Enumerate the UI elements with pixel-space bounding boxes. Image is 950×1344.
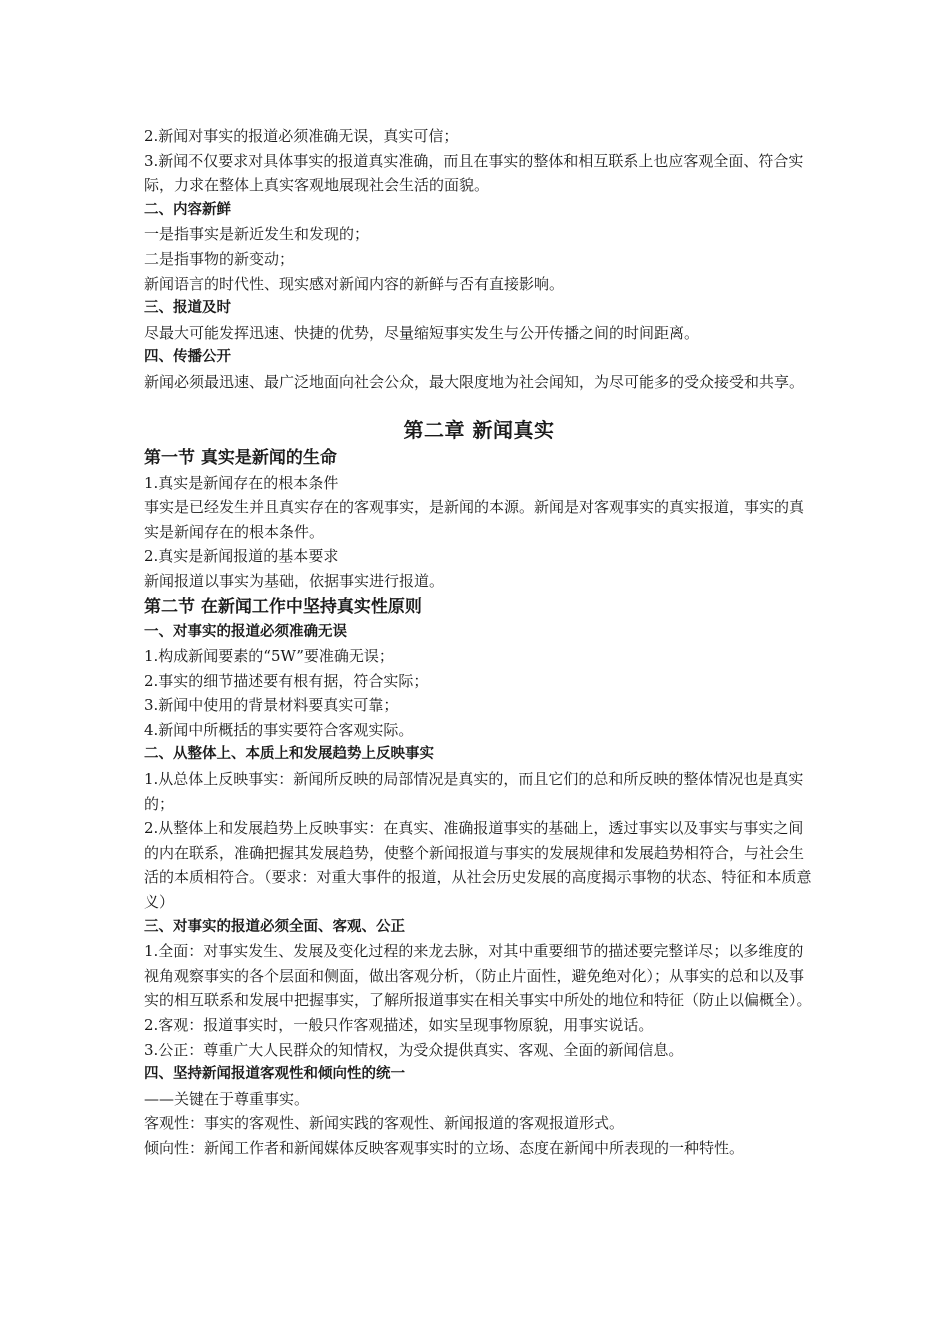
paragraph: 一是指事实是新近发生和发现的； bbox=[144, 225, 370, 244]
paragraph: 1.全面：对事实发生、发展及变化过程的来龙去脉，对其中重要细节的描述要完整详尽；以多维度的视角观察事实的各个层面和侧面，做出客观分析，（防止片面性，避免绝对化）；从事实的总和以及事实的相互联系和发展中把握事实，了解所报道事实在相关事实中所处的地位和特征（防止以偏概全）。 bbox=[144, 942, 812, 1010]
paragraph: 新闻报道以事实为基础，依据事实进行报道。 bbox=[144, 571, 445, 590]
paragraph: 2.从整体上和发展趋势上反映事实：在真实、准确报道事实的基础上，透过事实以及事实与事实之间的内在联系，准确把握其发展趋势，使整个新闻报道与事实的发展规律和发展趋势相符合，与社会生活的本质相符合。（要求：对重大事件的报道，从社会历史发展的高度揭示事物的状态、特征和本质意义） bbox=[144, 819, 812, 912]
paragraph: 2.事实的细节描述要有根有据，符合实际； bbox=[144, 671, 429, 690]
chapter-title: 第二章 新闻真实 bbox=[403, 417, 555, 442]
subheading: 三、报道及时 bbox=[144, 300, 231, 317]
paragraph: 3.新闻中使用的背景材料要真实可靠； bbox=[144, 696, 399, 715]
document-page bbox=[144, 124, 814, 1161]
section-heading: 第一节 真实是新闻的生命 bbox=[144, 447, 337, 468]
section-heading: 第二节 在新闻工作中坚持真实性原则 bbox=[144, 596, 422, 617]
paragraph: 1.从总体上反映事实：新闻所反映的局部情况是真实的，而且它们的总和所反映的整体情况也是真实的； bbox=[144, 770, 804, 813]
paragraph: 3.新闻不仅要求对具体事实的报道真实准确，而且在事实的整体和相互联系上也应客观全面、符合实际，力求在整体上真实客观地展现社会生活的面貌。 bbox=[144, 151, 804, 195]
subheading: 二、内容新鲜 bbox=[144, 201, 231, 218]
paragraph: 2.真实是新闻报道的基本要求 bbox=[144, 547, 339, 566]
subheading: 四、坚持新闻报道客观性和倾向性的统一 bbox=[144, 1066, 405, 1083]
paragraph: 新闻必须最迅速、最广泛地面向社会公众，最大限度地为社会闻知，为尽可能多的受众接受和共享。 bbox=[144, 372, 805, 391]
paragraph: 3.公正：尊重广大人民群众的知情权，为受众提供真实、客观、全面的新闻信息。 bbox=[144, 1040, 684, 1059]
paragraph: 倾向性：新闻工作者和新闻媒体反映客观事实时的立场、态度在新闻中所表现的一种特性。 bbox=[144, 1138, 745, 1157]
paragraph: 1.构成新闻要素的“5W”要准确无误； bbox=[144, 647, 394, 666]
paragraph: 1.真实是新闻存在的根本条件 bbox=[144, 473, 339, 492]
paragraph: 事实是已经发生并且真实存在的客观事实，是新闻的本源。新闻是对客观事实的真实报道，事实的真实是新闻存在的根本条件。 bbox=[144, 498, 805, 541]
paragraph: 2.客观：报道事实时，一般只作客观描述，如实呈现事物原貌，用事实说话。 bbox=[144, 1016, 654, 1034]
paragraph: 客观性：事实的客观性、新闻实践的客观性、新闻报道的客观报道形式。 bbox=[144, 1114, 625, 1133]
paragraph: 二是指事物的新变动； bbox=[144, 249, 295, 268]
paragraph: ——关键在于尊重事实。 bbox=[144, 1089, 310, 1108]
paragraph: 4.新闻中所概括的事实要符合客观实际。 bbox=[144, 720, 414, 739]
subheading: 二、从整体上、本质上和发展趋势上反映事实 bbox=[144, 746, 434, 763]
paragraph: 2.新闻对事实的报道必须准确无误，真实可信； bbox=[144, 127, 459, 145]
subheading: 一、对事实的报道必须准确无误 bbox=[144, 623, 347, 640]
subheading: 三、对事实的报道必须全面、客观、公正 bbox=[144, 918, 405, 935]
paragraph: 尽最大可能发挥迅速、快捷的优势，尽量缩短事实发生与公开传播之间的时间距离。 bbox=[144, 323, 700, 342]
subheading: 四、传播公开 bbox=[144, 349, 231, 366]
paragraph: 新闻语言的时代性、现实感对新闻内容的新鲜与否有直接影响。 bbox=[144, 274, 565, 293]
